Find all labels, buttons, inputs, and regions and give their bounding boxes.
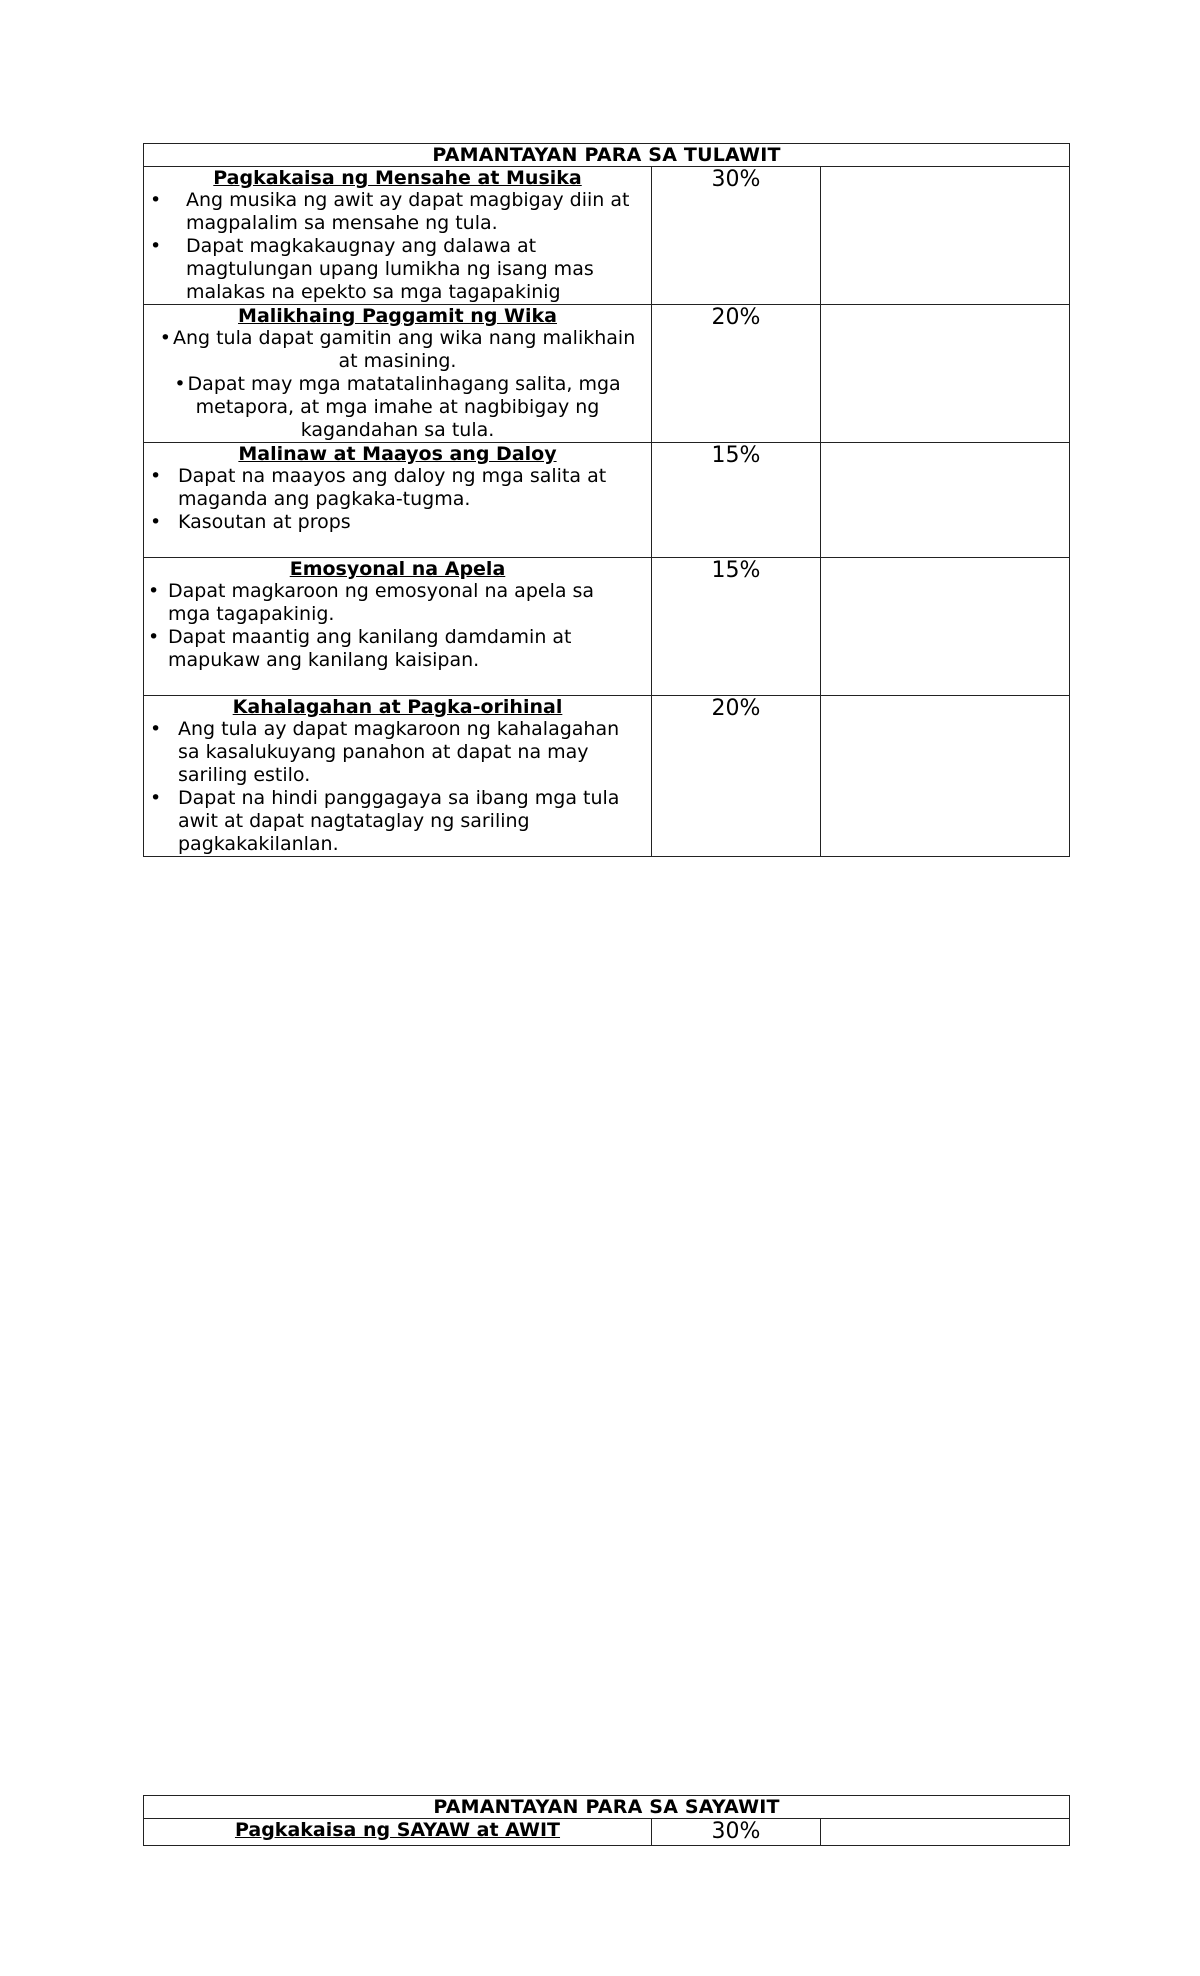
list-item: • Ang tula ay dapat magkaroon ng kahalagahan sa kasalukuyang panahon at dapat na may sariling estilo. [150, 718, 620, 786]
table-row [144, 558, 1070, 696]
criterion-heading: Pagkakaisa ng SAYAW at AWIT [234, 1819, 561, 1841]
tulawit-rubric-table [143, 143, 1070, 857]
criterion-heading: Kahalagahan at Pagka-orihinal [232, 696, 563, 718]
bullet-icon: • [150, 189, 162, 211]
criterion-bullets [144, 718, 651, 856]
percent-cell: 30% [652, 167, 821, 305]
criterion-cell [144, 305, 652, 443]
table-row [144, 167, 1070, 305]
table-row [144, 1819, 1070, 1846]
bullet-icon: • [150, 235, 162, 257]
score-cell [821, 1819, 1070, 1846]
table-title-row [144, 1796, 1070, 1819]
score-cell [821, 443, 1070, 558]
criterion-cell [144, 167, 652, 305]
criterion-cell [144, 696, 652, 857]
list-item: • Ang musika ng awit ay dapat magbigay diin at magpalalim sa mensahe ng tula. [150, 189, 630, 234]
table-row [144, 696, 1070, 857]
list-item: • Dapat na maayos ang daloy ng mga salita at maganda ang pagkaka-tugma. [150, 465, 607, 510]
criterion-bullets [144, 465, 651, 534]
criterion-heading: Emosyonal na Apela [289, 558, 506, 580]
bullet-icon: • [150, 787, 162, 809]
score-cell [821, 167, 1070, 305]
percent-cell: 15% [652, 558, 821, 696]
percent-cell: 30% [652, 1819, 821, 1846]
table-title-row [144, 144, 1070, 167]
list-item: • Kasoutan at props [150, 511, 351, 533]
table-row [144, 305, 1070, 443]
table-row [144, 443, 1070, 558]
list-item: • Dapat maantig ang kanilang damdamin at mapukaw ang kanilang kaisipan. [148, 626, 572, 671]
bullet-icon: • [159, 327, 171, 349]
score-cell [821, 558, 1070, 696]
criterion-cell [144, 1819, 652, 1846]
percent-cell: 20% [652, 696, 821, 857]
criterion-bullets [144, 189, 651, 304]
bullet-icon: • [150, 465, 162, 487]
score-cell [821, 696, 1070, 857]
list-item: • Dapat magkakaugnay ang dalawa at magtulungan upang lumikha ng isang mas malakas na epekto sa mga tagapakinig [150, 235, 594, 303]
list-item: • Ang tula dapat gamitin ang wika nang malikhain at masining. [159, 327, 636, 372]
bullet-icon: • [174, 373, 186, 395]
criterion-bullets [144, 327, 651, 442]
list-item: • Dapat magkaroon ng emosyonal na apela sa mga tagapakinig. [148, 580, 595, 625]
score-cell [821, 305, 1070, 443]
bullet-icon: • [148, 580, 160, 602]
list-item: • Dapat may mga matatalinhagang salita, mga metapora, at mga imahe at nagbibigay ng kagandahan sa tula. [174, 373, 621, 441]
table-title: PAMANTAYAN PARA SA TULAWIT [144, 144, 1070, 167]
table-title: PAMANTAYAN PARA SA SAYAWIT [144, 1796, 1070, 1819]
criterion-cell [144, 443, 652, 558]
bullet-icon: • [150, 511, 162, 533]
criterion-bullets [144, 580, 651, 672]
criterion-heading: Pagkakaisa ng Mensahe at Musika [213, 167, 582, 189]
criterion-cell [144, 558, 652, 696]
criterion-heading: Malikhaing Paggamit ng Wika [238, 305, 557, 327]
list-item: • Dapat na hindi panggagaya sa ibang mga tula awit at dapat nagtataglay ng sariling pagkakakilanlan. [150, 787, 620, 855]
percent-cell: 20% [652, 305, 821, 443]
sayawit-rubric-table [143, 1795, 1070, 1846]
percent-cell: 15% [652, 443, 821, 558]
criterion-heading: Malinaw at Maayos ang Daloy [238, 443, 557, 465]
bullet-icon: • [150, 718, 162, 740]
bullet-icon: • [148, 626, 160, 648]
